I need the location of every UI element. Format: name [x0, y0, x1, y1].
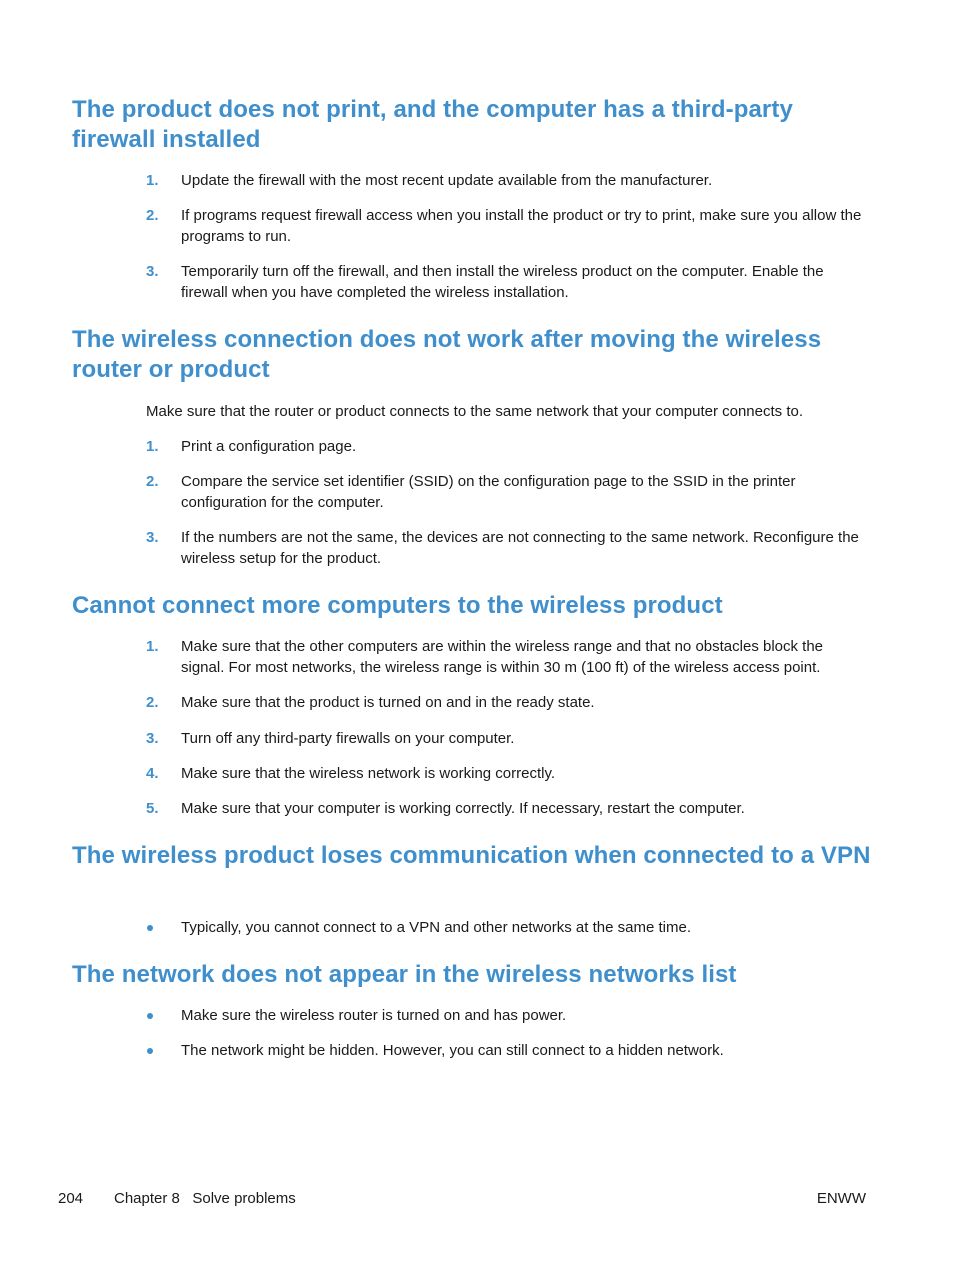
step-text: Make sure that the other computers are within the wireless range and that no obstacles block the signal. For most networks, the wireless range is within 30 m (100 ft) of the wireless access point.: [181, 638, 824, 676]
list-item: [146, 261, 866, 303]
list-item: [146, 1005, 866, 1026]
section-heading-network-list: The network does not appear in the wireless networks list: [72, 961, 737, 988]
list-item: [146, 917, 866, 938]
step-text: Make sure that the product is turned on and in the ready state.: [181, 694, 595, 711]
step-text: Make sure that the wireless network is working correctly.: [181, 765, 556, 782]
section-intro: Make sure that the router or product connects to the same network that your computer connects to.: [146, 403, 804, 420]
step-text: Update the firewall with the most recent update available from the manufacturer.: [181, 172, 713, 189]
list-item: [146, 692, 866, 713]
list-item: [146, 170, 866, 191]
step-number: 2.: [146, 473, 159, 490]
step-text: Turn off any third-party firewalls on your computer.: [181, 730, 515, 747]
list-item: [146, 205, 866, 247]
step-number: 2.: [146, 207, 159, 224]
chapter-label: Chapter 8 Solve problems: [114, 1190, 296, 1207]
step-text: If the numbers are not the same, the devices are not connecting to the same network. Reconfigure the wireless setup for the product.: [181, 529, 859, 567]
list-item: [146, 728, 866, 749]
section-heading-more-computers: Cannot connect more computers to the wireless product: [72, 592, 723, 619]
step-text: If programs request firewall access when you install the product or try to print, make sure you allow the programs to run.: [181, 207, 862, 245]
step-text: Compare the service set identifier (SSID) on the configuration page to the SSID in the printer configuration for the computer.: [181, 473, 796, 511]
step-number: 2.: [146, 694, 159, 711]
bullet-icon: [147, 925, 153, 931]
step-number: 1.: [146, 172, 159, 189]
section-heading-firewall: The product does not print, and the computer has a third-party firewall installed: [72, 96, 793, 153]
section-heading-moved-router: The wireless connection does not work after moving the wireless router or product: [72, 326, 822, 383]
list-item: [146, 436, 866, 457]
footer-locale-code: ENWW: [816, 1190, 866, 1207]
bullet-text: The network might be hidden. However, you can still connect to a hidden network.: [181, 1042, 724, 1059]
step-number: 1.: [146, 638, 159, 655]
step-number: 3.: [146, 529, 159, 546]
bullet-text: Typically, you cannot connect to a VPN and other networks at the same time.: [181, 919, 691, 936]
step-number: 5.: [146, 800, 159, 817]
step-text: Make sure that your computer is working correctly. If necessary, restart the computer.: [181, 800, 745, 817]
step-number: 3.: [146, 730, 159, 747]
step-text: Print a configuration page.: [181, 438, 357, 455]
list-item: [146, 527, 866, 569]
list-item: [146, 636, 866, 678]
bullet-icon: [147, 1013, 153, 1019]
step-number: 1.: [146, 438, 159, 455]
page-number: 204: [58, 1190, 84, 1207]
list-item: [146, 763, 866, 784]
list-item: [146, 471, 866, 513]
step-text: Temporarily turn off the firewall, and then install the wireless product on the computer. Enable the firewall when you have completed the wireless installation.: [181, 263, 824, 301]
list-item: [146, 1040, 866, 1061]
step-number: 4.: [146, 765, 159, 782]
section-heading-vpn: The wireless product loses communication when connected to a VPN: [72, 842, 871, 869]
step-number: 3.: [146, 263, 159, 280]
list-item: [146, 798, 866, 819]
bullet-icon: [147, 1048, 153, 1054]
bullet-text: Make sure the wireless router is turned on and has power.: [181, 1007, 567, 1024]
